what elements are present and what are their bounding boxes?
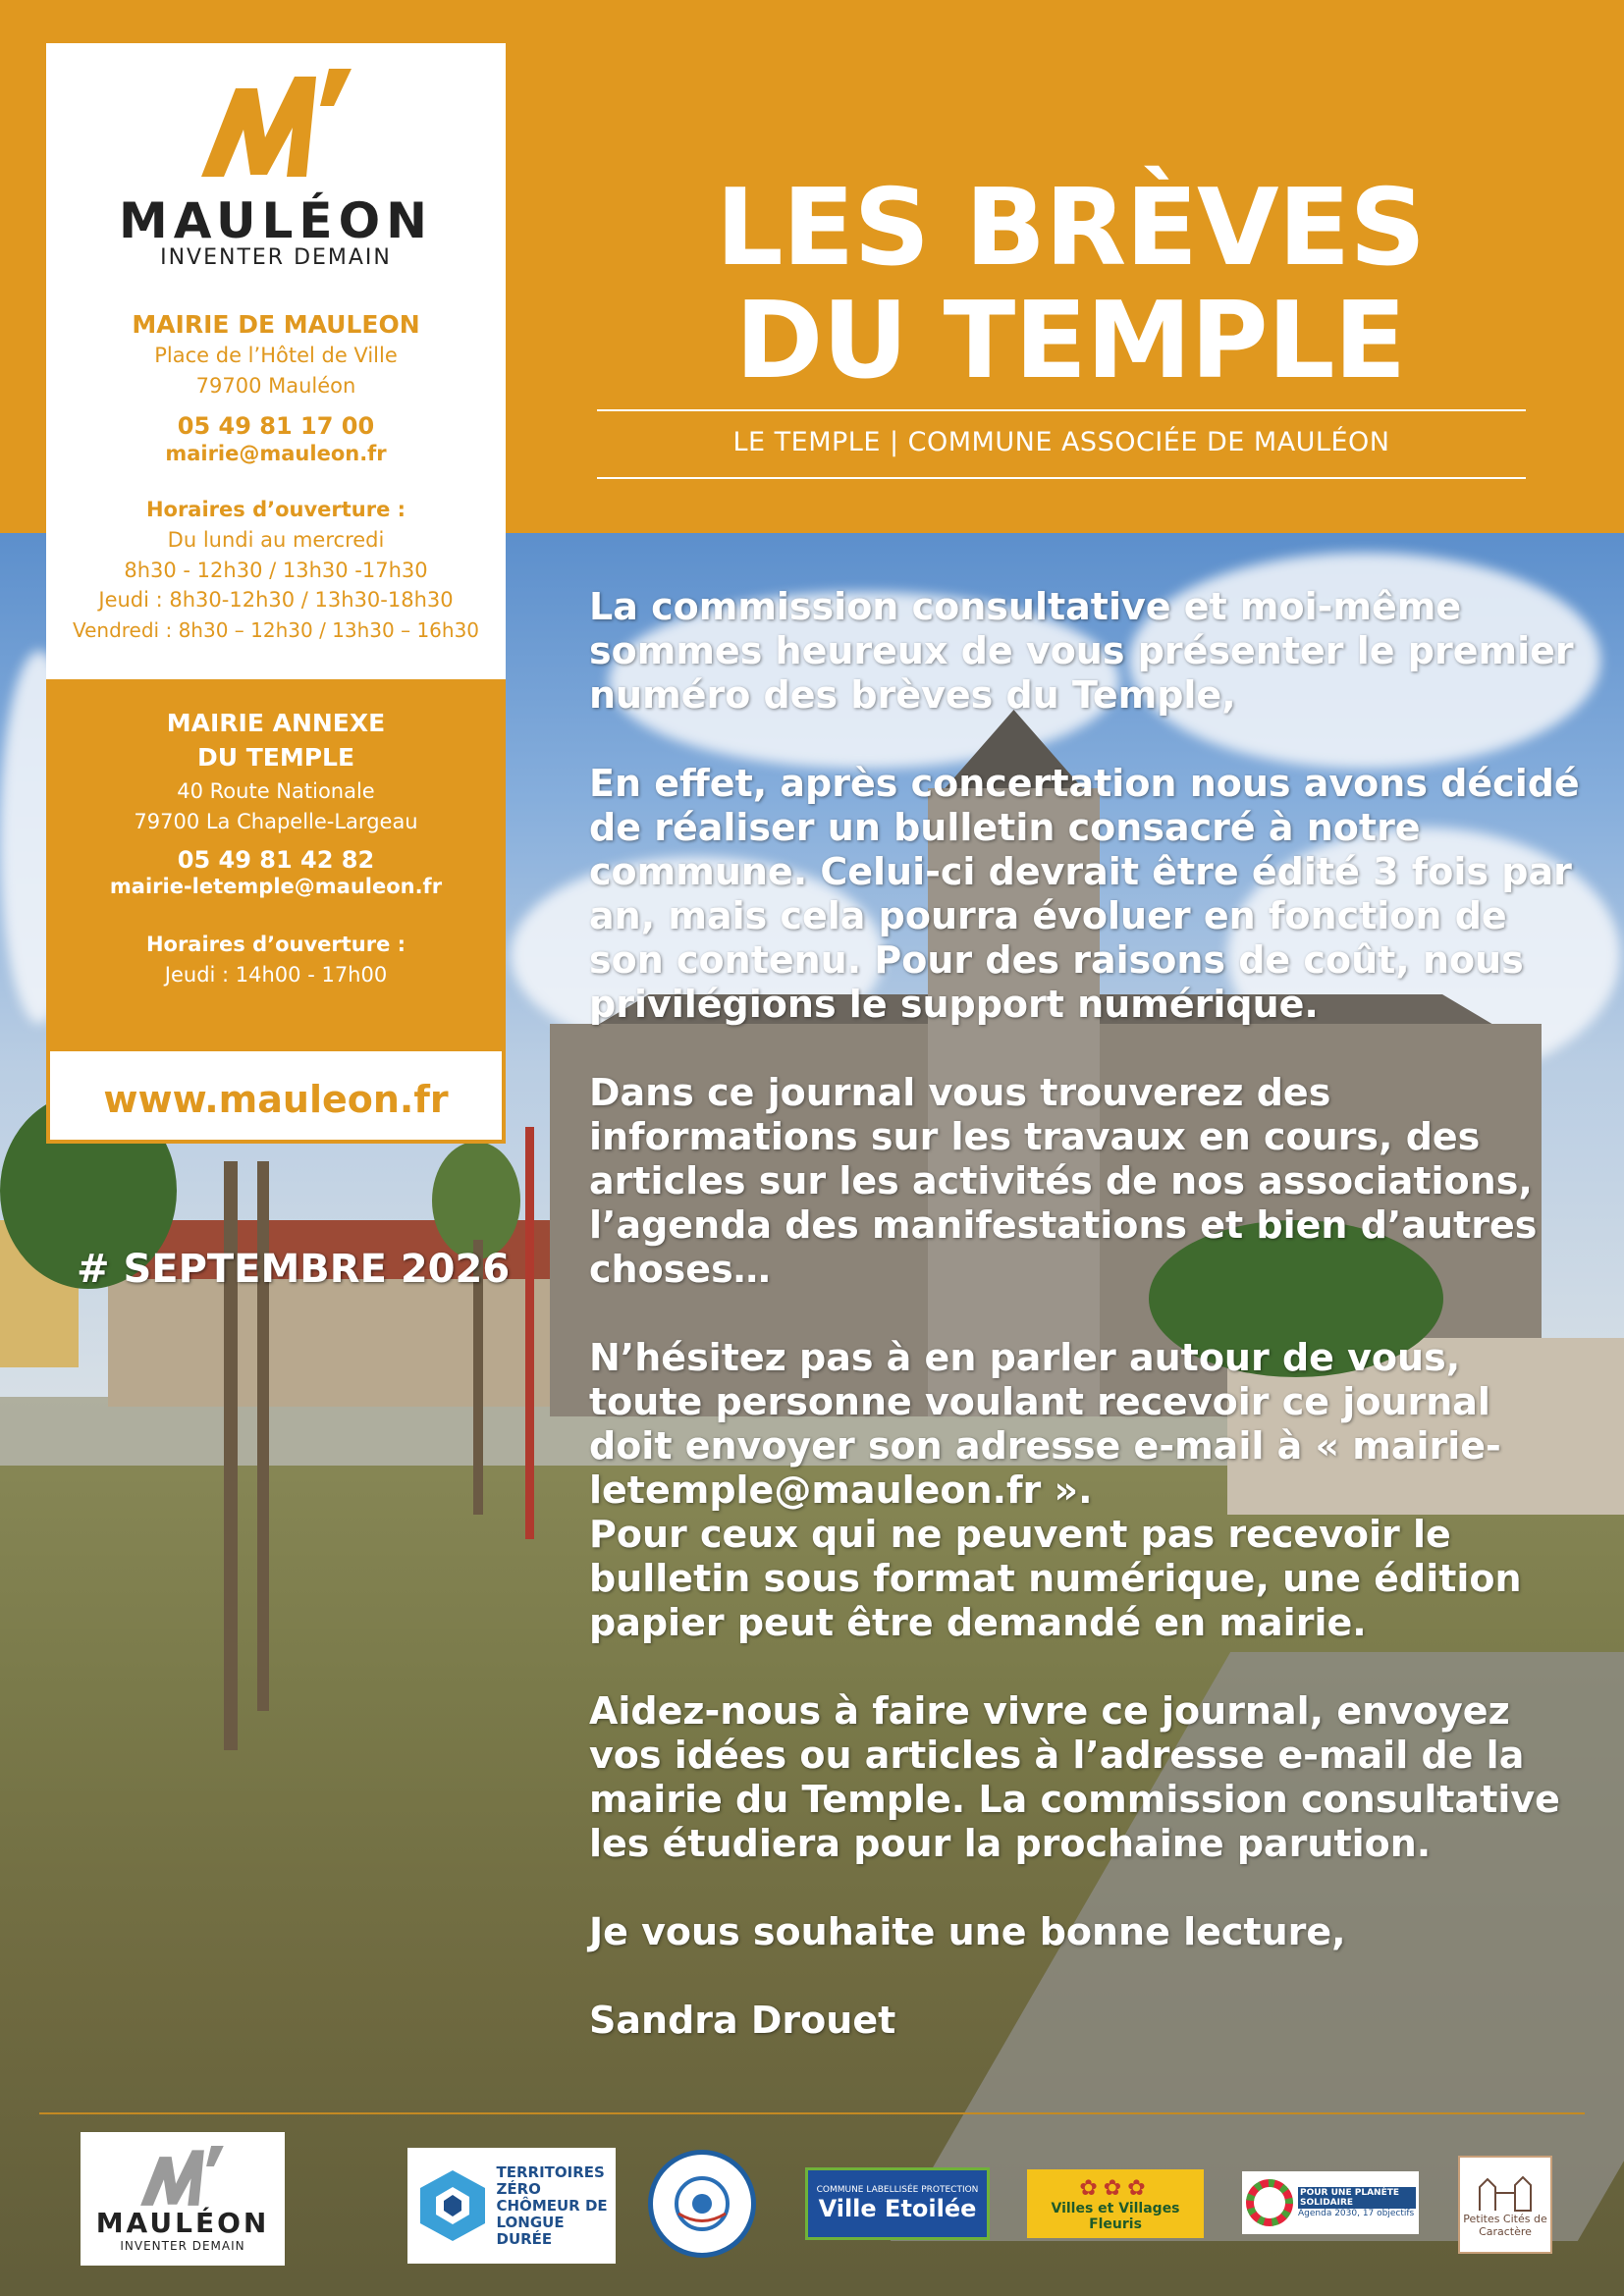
annexe-phone: 05 49 81 42 82 xyxy=(177,846,375,874)
fleuris-label: Villes et Villages Fleuris xyxy=(1051,2200,1180,2232)
logo-wordmark: MAULÉON xyxy=(119,192,433,249)
mairie-hours-line: 8h30 - 12h30 / 13h30 -17h30 xyxy=(124,559,428,582)
tree-trunk xyxy=(257,1161,269,1711)
street-lamp xyxy=(525,1127,534,1539)
annexe-address-2: 79700 La Chapelle-Largeau xyxy=(134,810,418,833)
paragraph: La commission consultative et moi-même sommes heureux de vous présenter le premier numéro des brèves du Temple, xyxy=(589,585,1574,717)
paragraph: Aidez-nous à faire vivre ce journal, envoyez vos idées ou articles à l’adresse e-mail de la mairie du Temple. La commission consultative les étudiera pour la prochaine parution. xyxy=(589,1689,1560,1865)
website-link[interactable]: www.mauleon.fr xyxy=(103,1078,449,1121)
title-line-2: DU TEMPLE xyxy=(734,280,1406,402)
annexe-hours-title: Horaires d’ouverture : xyxy=(145,933,406,956)
issue-date: # SEPTEMBRE 2026 xyxy=(77,1247,511,1292)
paragraph: En effet, après concertation nous avons décidé de réaliser un bulletin consacré à notre commune. Celui-ci devrait être édité 3 fois par an, mais cela pourra évoluer en fonction de son contenu. Pour des raisons de coût, nous privilégions le support numérique. xyxy=(589,762,1580,1026)
ville-label: Ville Etoilée xyxy=(818,2195,977,2222)
emblem-icon xyxy=(673,2174,731,2233)
editorial xyxy=(589,585,1581,2043)
mairie-address-1: Place de l’Hôtel de Ville xyxy=(154,344,398,367)
signature: Sandra Drouet xyxy=(589,1999,896,2042)
annexe-name-1: MAIRIE ANNEXE xyxy=(166,709,386,737)
paragraph: Pour ceux qui ne peuvent pas recevoir le bulletin sous format numérique, une édition papier peut être demandé en mairie. xyxy=(589,1513,1522,1644)
subtitle: LE TEMPLE | COMMUNE ASSOCIÉE DE MAULÉON xyxy=(732,427,1390,457)
paragraph: Je vous souhaite une bonne lecture, xyxy=(589,1910,1346,1953)
footer-mauleon-tag: INVENTER DEMAIN xyxy=(120,2238,245,2253)
hexagon-icon xyxy=(414,2167,491,2244)
paragraph: N’hésitez pas à en parler autour de vous, toute personne voulant recevoir ce journal doit envoyer son adresse e-mail à « mairie-letemple@mauleon.fr ». xyxy=(589,1336,1501,1512)
pcc-label: Petites Cités de Caractère xyxy=(1463,2213,1547,2238)
mairie-email[interactable]: mairie@mauleon.fr xyxy=(165,442,387,465)
mairie-hours-title: Horaires d’ouverture : xyxy=(145,498,406,521)
mairie-name: MAIRIE DE MAULEON xyxy=(132,310,420,339)
footer-mauleon-word: MAULÉON xyxy=(95,2206,270,2239)
mauleon-logo-icon xyxy=(129,2146,237,2207)
footer-logo-ville-etoilee xyxy=(805,2167,990,2240)
planete-text xyxy=(1298,2187,1416,2218)
page-title xyxy=(560,167,1581,402)
paragraph: Dans ce journal vous trouverez des informations sur les travaux en cours, des articles sur les activités de nos associations, l’agenda des manifestations et bien d’autres choses… xyxy=(589,1071,1538,1291)
footer-rule xyxy=(39,2112,1585,2114)
footer-logo-planete xyxy=(1242,2171,1419,2234)
ville-top-label: COMMUNE LABELLISÉE PROTECTION xyxy=(816,2185,979,2195)
annexe-address-1: 40 Route Nationale xyxy=(177,779,375,803)
annexe-email[interactable]: mairie-letemple@mauleon.fr xyxy=(109,875,443,898)
footer-logo-villes-fleuris xyxy=(1027,2169,1204,2238)
mairie-hours-line: Jeudi : 8h30-12h30 / 13h30-18h30 xyxy=(98,588,454,612)
title-rule-top xyxy=(597,409,1526,411)
footer-logo-circle xyxy=(648,2150,756,2258)
flower-icon: ✿✿✿ xyxy=(1079,2175,1152,2201)
mairie-address-2: 79700 Mauléon xyxy=(195,374,356,398)
annexe-name-2: DU TEMPLE xyxy=(196,743,355,772)
footer-logo-tzc xyxy=(407,2148,616,2264)
title-rule-bottom xyxy=(597,477,1526,479)
mairie-phone: 05 49 81 17 00 xyxy=(177,412,375,440)
title-line-1: LES BRÈVES xyxy=(715,167,1426,290)
sdg-wheel-icon xyxy=(1245,2178,1294,2227)
logo-tagline: INVENTER DEMAIN xyxy=(160,245,392,270)
mairie-hours-line: Du lundi au mercredi xyxy=(167,528,385,552)
mauleon-logo-icon xyxy=(196,69,358,179)
footer-logo-pcc xyxy=(1458,2156,1552,2254)
castle-icon xyxy=(1476,2171,1535,2213)
planete-sub: Agenda 2030, 17 objectifs xyxy=(1298,2209,1415,2218)
planete-label: POUR UNE PLANÈTE SOLIDAIRE xyxy=(1298,2187,1416,2209)
annexe-hours: Jeudi : 14h00 - 17h00 xyxy=(164,963,388,987)
footer-logo-mauleon xyxy=(81,2132,285,2266)
mairie-hours-line: Vendredi : 8h30 – 12h30 / 13h30 – 16h30 xyxy=(72,618,480,642)
tzc-label: TERRITOIRES ZÉRO CHÔMEUR DE LONGUE DURÉE xyxy=(496,2163,608,2248)
